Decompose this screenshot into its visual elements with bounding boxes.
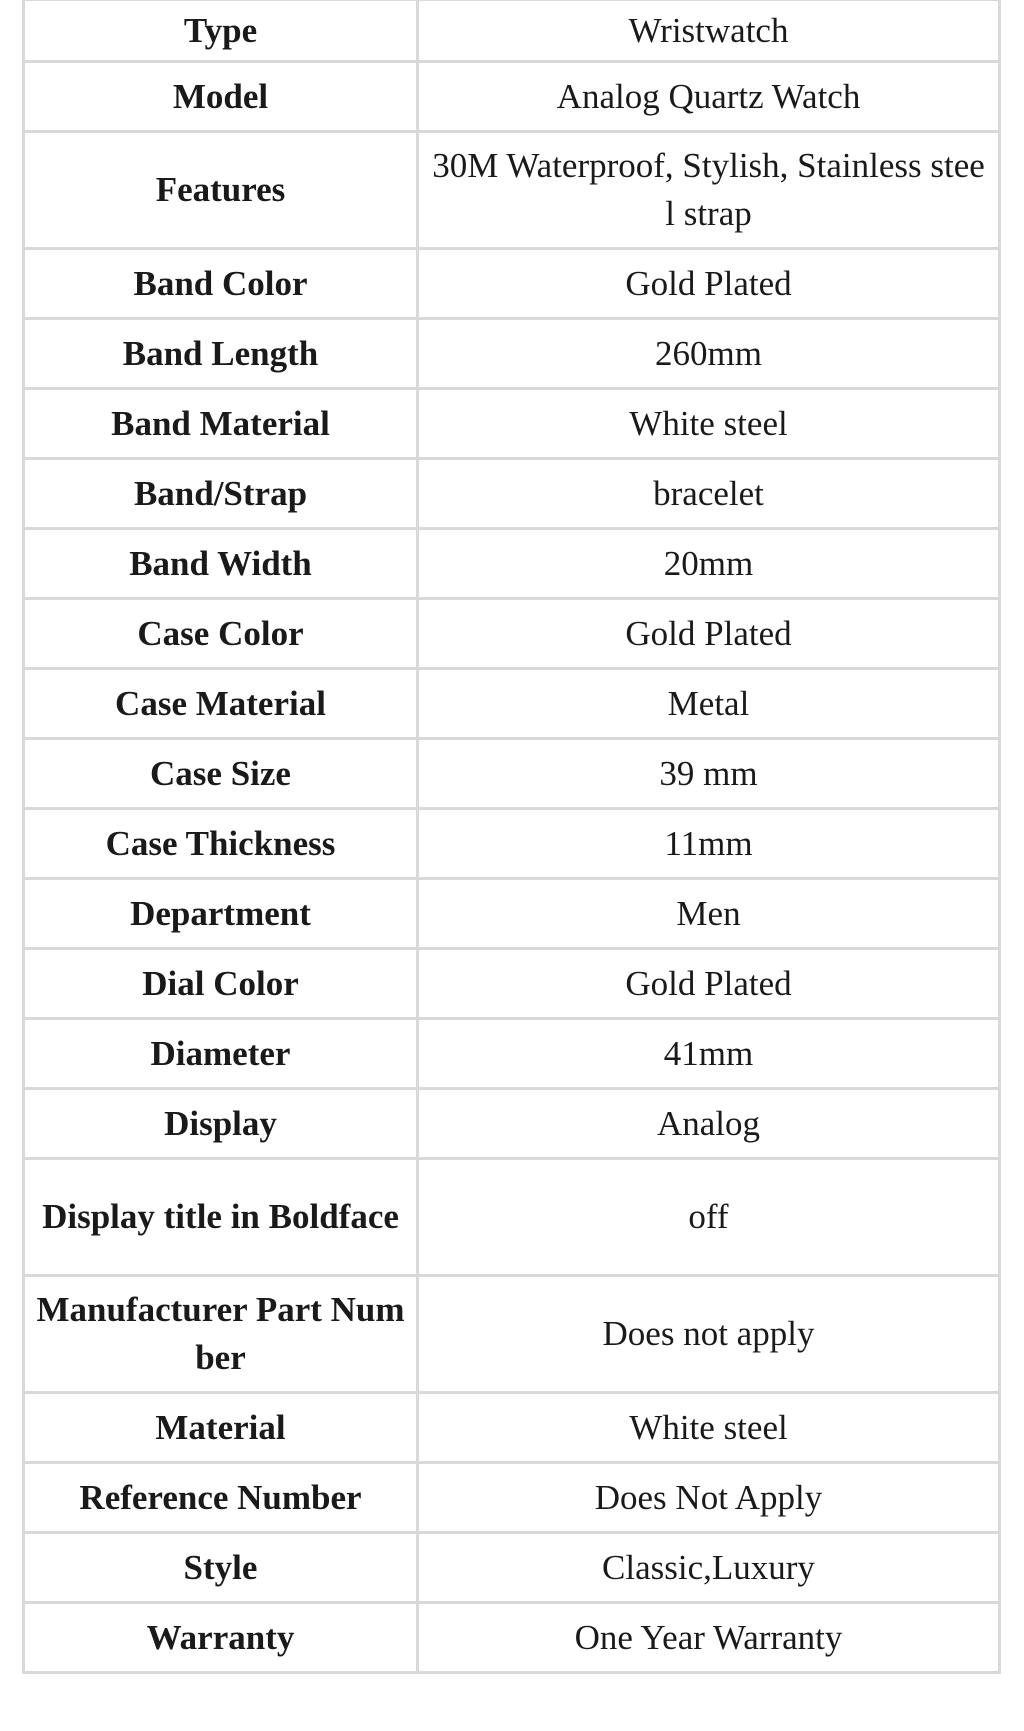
spec-label: Style xyxy=(24,1533,418,1603)
spec-label: Manufacturer Part Number xyxy=(24,1276,418,1393)
table-row xyxy=(24,1463,1000,1533)
table-row xyxy=(24,809,1000,879)
spec-label: Display title in Boldface xyxy=(24,1159,418,1276)
spec-value: 30M Waterproof, Stylish, Stainless steel strap xyxy=(418,132,1000,249)
spec-value: Metal xyxy=(418,669,1000,739)
table-row xyxy=(24,319,1000,389)
table-row xyxy=(24,1393,1000,1463)
spec-value: 41mm xyxy=(418,1019,1000,1089)
spec-label: Diameter xyxy=(24,1019,418,1089)
table-row xyxy=(24,949,1000,1019)
spec-label: Material xyxy=(24,1393,418,1463)
spec-label: Band Material xyxy=(24,389,418,459)
spec-label: Case Material xyxy=(24,669,418,739)
spec-value: 20mm xyxy=(418,529,1000,599)
table-row xyxy=(24,739,1000,809)
spec-label: Features xyxy=(24,132,418,249)
table-row xyxy=(24,529,1000,599)
table-row xyxy=(24,249,1000,319)
spec-value: Men xyxy=(418,879,1000,949)
spec-table xyxy=(22,0,1001,1674)
spec-value: Classic,Luxury xyxy=(418,1533,1000,1603)
spec-value: Analog Quartz Watch xyxy=(418,62,1000,132)
spec-label: Warranty xyxy=(24,1603,418,1673)
spec-label: Band Length xyxy=(24,319,418,389)
spec-value: Gold Plated xyxy=(418,249,1000,319)
spec-value: 260mm xyxy=(418,319,1000,389)
spec-value: Does not apply xyxy=(418,1276,1000,1393)
table-row xyxy=(24,1019,1000,1089)
spec-value: 39 mm xyxy=(418,739,1000,809)
table-row xyxy=(24,599,1000,669)
table-row xyxy=(24,1276,1000,1393)
spec-label: Case Color xyxy=(24,599,418,669)
spec-label: Type xyxy=(24,0,418,62)
spec-label: Band Color xyxy=(24,249,418,319)
table-row xyxy=(24,879,1000,949)
table-row xyxy=(24,459,1000,529)
spec-value: off xyxy=(418,1159,1000,1276)
table-row xyxy=(24,669,1000,739)
spec-label: Band Width xyxy=(24,529,418,599)
table-row xyxy=(24,0,1000,62)
table-row xyxy=(24,1533,1000,1603)
spec-value: White steel xyxy=(418,389,1000,459)
spec-label: Reference Number xyxy=(24,1463,418,1533)
spec-value: Gold Plated xyxy=(418,599,1000,669)
spec-label: Band/Strap xyxy=(24,459,418,529)
spec-value: Wristwatch xyxy=(418,0,1000,62)
spec-value: Analog xyxy=(418,1089,1000,1159)
table-row xyxy=(24,62,1000,132)
spec-value: bracelet xyxy=(418,459,1000,529)
spec-label: Department xyxy=(24,879,418,949)
spec-label: Case Thickness xyxy=(24,809,418,879)
table-row xyxy=(24,389,1000,459)
spec-label: Case Size xyxy=(24,739,418,809)
table-row xyxy=(24,1089,1000,1159)
spec-value: Gold Plated xyxy=(418,949,1000,1019)
spec-label: Model xyxy=(24,62,418,132)
spec-value: White steel xyxy=(418,1393,1000,1463)
spec-value: 11mm xyxy=(418,809,1000,879)
table-row xyxy=(24,1603,1000,1673)
spec-value: Does Not Apply xyxy=(418,1463,1000,1533)
spec-label: Dial Color xyxy=(24,949,418,1019)
spec-label: Display xyxy=(24,1089,418,1159)
table-row xyxy=(24,132,1000,249)
spec-value: One Year Warranty xyxy=(418,1603,1000,1673)
table-row xyxy=(24,1159,1000,1276)
